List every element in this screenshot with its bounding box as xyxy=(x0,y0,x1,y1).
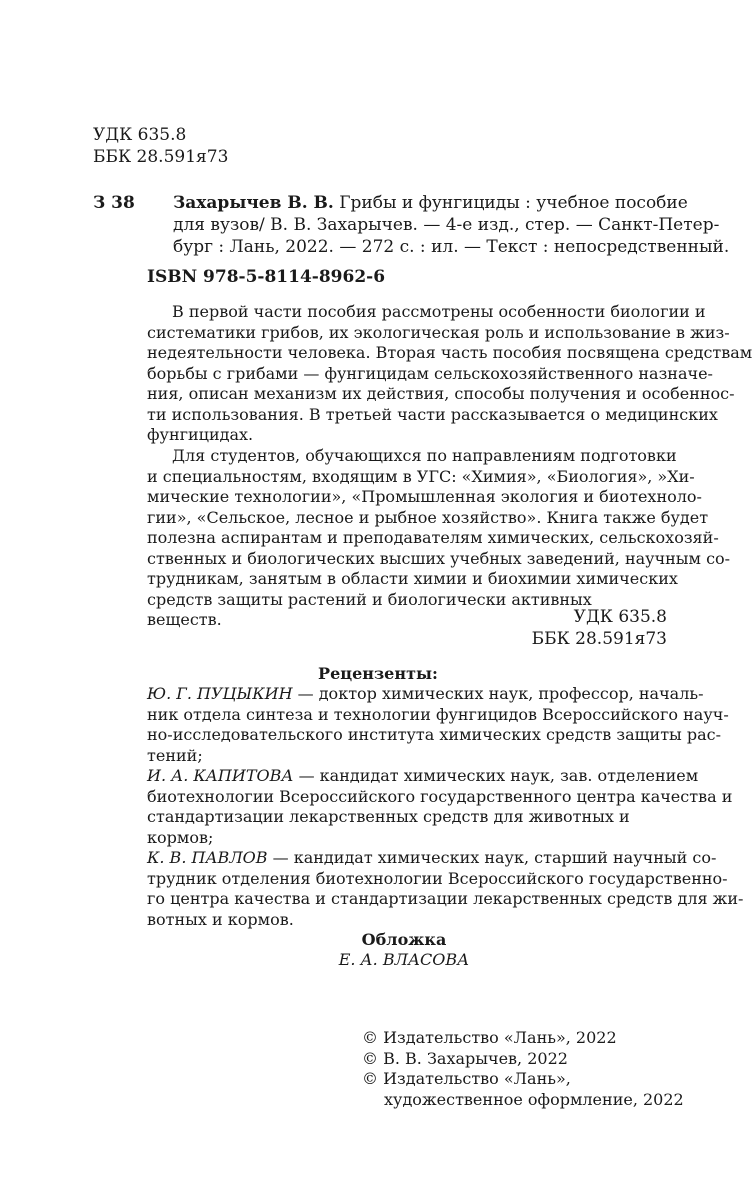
abstract-line: В первой части пособия рассмотрены особенности биологии и xyxy=(172,302,706,321)
reviewer-2-name: И. А. КАПИТОВА xyxy=(147,766,294,785)
reviewer-1: Ю. Г. ПУЦЫКИН — доктор химических наук, профессор, началь- xyxy=(147,684,704,703)
abstract-paragraph-2 xyxy=(147,446,731,631)
reviewers-heading: Рецензенты: xyxy=(318,664,438,683)
copyright-line: © Издательство «Лань», 2022 xyxy=(362,1028,617,1047)
udk-code-top: УДК 635.8 xyxy=(93,125,187,145)
reviewer-3-name: К. В. ПАВЛОВ xyxy=(147,848,268,867)
copyright-line: © Издательство «Лань», xyxy=(362,1069,571,1088)
abstract-line: систематики грибов, их экологическая роль и использование в жиз- xyxy=(147,322,730,342)
abstract-line: Для студентов, обучающихся по направлениям подготовки xyxy=(172,446,677,465)
abstract-paragraph-1 xyxy=(147,302,753,446)
copyright-line: художественное оформление, 2022 xyxy=(384,1089,684,1109)
reviewer-line: ник отдела синтеза и технологии фунгицидов Всероссийского науч- xyxy=(147,704,729,724)
cover-artist: Е. А. ВЛАСОВА xyxy=(338,950,470,969)
abstract-line: и специальностям, входящим в УГС: «Химия», «Биология», »Хи- xyxy=(147,466,695,486)
abstract-line: ния, описан механизм их действия, способы получения и особеннос- xyxy=(147,384,735,403)
abstract-line: гии», «Сельское, лесное и рыбное хозяйство». Книга также будет xyxy=(147,507,709,527)
reviewer-2: И. А. КАПИТОВА — кандидат химических наук, зав. отделением xyxy=(147,766,699,785)
abstract-line: ственных и биологических высших учебных заведений, научным со- xyxy=(147,548,731,568)
abstract-line: ти использования. В третьей части рассказывается о медицинских xyxy=(147,404,718,424)
abstract-line: трудникам, занятым в области химии и биохимии химических xyxy=(147,569,678,588)
bbk-code-top: ББК 28.591я73 xyxy=(93,147,229,167)
abstract-line: средств защиты растений и биологически активных веществ. xyxy=(147,589,592,629)
abstract-line: полезна аспирантам и преподавателям химических, сельскохозяй- xyxy=(147,528,719,547)
citation-author: Захарычев В. В. xyxy=(173,193,334,213)
reviewer-line: трудник отделения биотехнологии Всероссийского государственно- xyxy=(147,868,728,888)
reviewer-1-name: Ю. Г. ПУЦЫКИН xyxy=(147,684,293,703)
reviewer-line: биотехнологии Всероссийского государственного центра качества и xyxy=(147,786,733,806)
citation-line-1: Захарычев В. В. Грибы и фунгициды : учебное пособие xyxy=(173,193,688,213)
reviewer-line: стандартизации лекарственных средств для животных и кормов; xyxy=(147,807,630,847)
abstract-line: мические технологии», «Промышленная экология и биотехноло- xyxy=(147,487,702,506)
reviewer-line: вотных и кормов. xyxy=(147,909,294,929)
abstract-line: недеятельности человека. Вторая часть пособия посвящена средствам xyxy=(147,343,753,362)
isbn: ISBN 978-5-8114-8962-6 xyxy=(147,267,386,287)
copyright-line: © В. В. Захарычев, 2022 xyxy=(362,1048,568,1068)
reviewers-list xyxy=(147,684,744,930)
copyright-block xyxy=(362,1028,684,1110)
cover-heading: Обложка xyxy=(361,930,447,949)
bbk-code-right: ББК 28.591я73 xyxy=(531,629,667,649)
citation-line-2: для вузов/ В. В. Захарычев. — 4-е изд., стер. — Санкт-Петер- xyxy=(173,215,720,235)
abstract-line: борьбы с грибами — фунгицидам сельскохозяйственного назначе- xyxy=(147,363,713,383)
reviewer-line: го центра качества и стандартизации лекарственных средств для жи- xyxy=(147,889,744,908)
author-sign: З 38 xyxy=(93,193,135,213)
reviewer-3: К. В. ПАВЛОВ — кандидат химических наук, старший научный со- xyxy=(147,848,717,867)
abstract-line: фунгицидах. xyxy=(147,425,254,444)
citation-line-3: бург : Лань, 2022. — 272 с. : ил. — Текст : непосредственный. xyxy=(173,237,730,257)
reviewer-line: но-исследовательского института химических средств защиты рас- xyxy=(147,725,722,744)
bibliographic-citation xyxy=(173,192,730,258)
udk-code-right: УДК 635.8 xyxy=(573,607,667,627)
reviewer-line: тений; xyxy=(147,745,203,765)
